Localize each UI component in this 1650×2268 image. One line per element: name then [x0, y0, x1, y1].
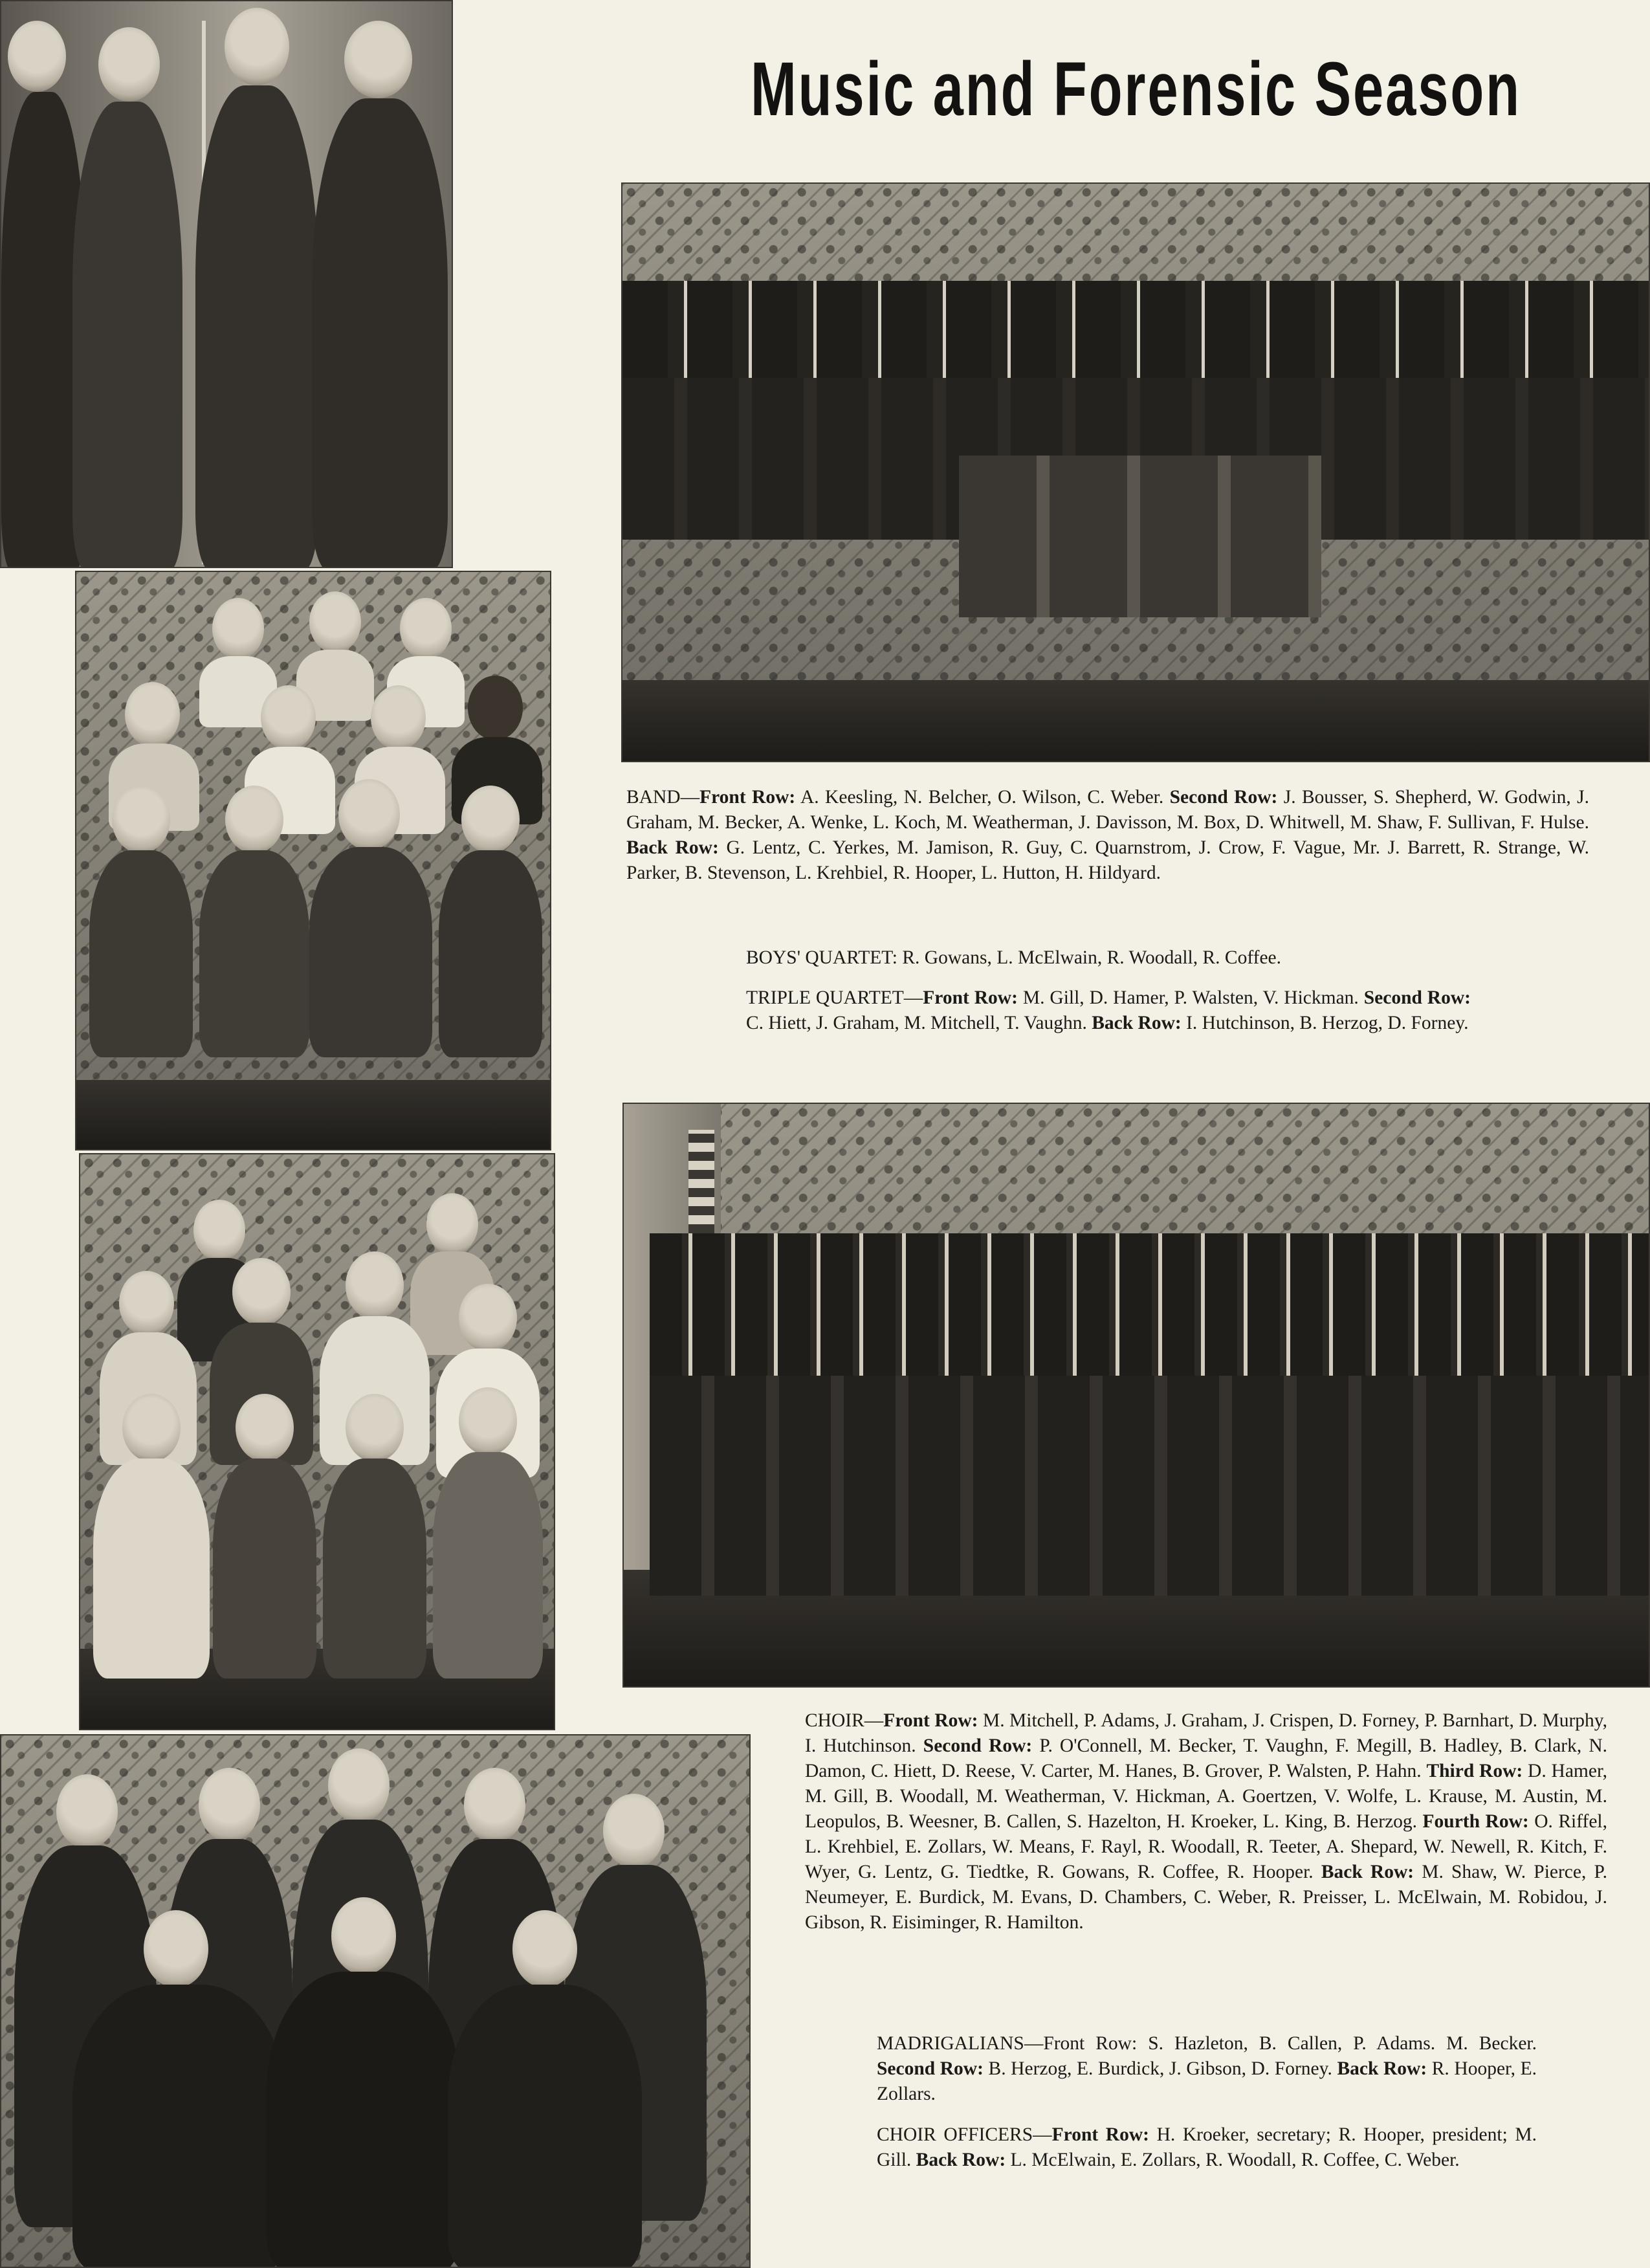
- choir-back-names: M. Shaw, W. Pierce, P. Neumeyer, E. Burdick, M. Evans, D. Chambers, C. Weber, R. Preisser, L. McElwain, M. Robidou, J. Gibson, R. Eisiminger, R. Hamilton.: [805, 1862, 1608, 1933]
- triple-quartet-back-names: I. Hutchinson, B. Herzog, D. Forney.: [1186, 1013, 1469, 1033]
- choir-caption: CHOIR—Front Row: M. Mitchell, P. Adams, J. Graham, J. Crispen, D. Forney, P. Barnhart, D. Murphy, I. Hutchinson. Second Row: P. O'Connell, M. Becker, T. Vaughn, F. Megill, B. Hadley, B. Clark, N. Damon, C. Hiett, D. Reese, V. Carter, M. Hanes, B. Grover, P. Walsten, P. Hahn. Third Row: D. Hamer, M. Gill, B. Woodall, M. Weatherman, V. Hickman, A. Goertzen, V. Wolfe, L. Krause, M. Austin, M. Leopulos, B. Weesner, B. Callen, S. Hazelton, H. Kroeker, L. King, B. Herzog. Fourth Row: O. Riffel, L. Krehbiel, E. Zollars, W. Means, F. Rayl, R. Woodall, R. Teeter, A. Shepard, W. Newell, R. Kitch, F. Wyer, G. Lentz, G. Tiedtke, R. Gowans, R. Coffee, R. Hooper. Back Row: M. Shaw, W. Pierce, P. Neumeyer, E. Burdick, M. Evans, D. Chambers, C. Weber, R. Preisser, L. McElwain, M. Robidou, J. Gibson, R. Eisiminger, R. Hamilton.: [805, 1710, 1608, 1933]
- choir-back-label: Back Row:: [1321, 1862, 1414, 1882]
- boys-quartet-names: R. Gowans, L. McElwain, R. Woodall, R. Coffee.: [902, 947, 1282, 968]
- choir-officers-back-names: L. McElwain, E. Zollars, R. Woodall, R. Coffee, C. Weber.: [1010, 2150, 1460, 2170]
- band-front-names: A. Keesling, N. Belcher, O. Wilson, C. Weber.: [800, 787, 1164, 808]
- madrigalians-caption: MADRIGALIANS—Front Row: S. Hazleton, B. Callen, P. Adams. M. Becker. Second Row: B. Herzog, E. Burdick, J. Gibson, D. Forney. Back Row: R. Hooper, E. Zollars.: [877, 2033, 1537, 2104]
- choir-fourth-names: O. Riffel, L. Krehbiel, E. Zollars, W. Means, F. Rayl, R. Woodall, R. Teeter, A. Shepard, W. Newell, R. Kitch, F. Wyer, G. Lentz, G. Tiedtke, R. Gowans, R. Coffee, R. Hooper.: [805, 1811, 1607, 1882]
- choir-officers-back-label: Back Row:: [916, 2150, 1006, 2170]
- band-photo: [621, 182, 1650, 762]
- band-caption: BAND—Front Row: A. Keesling, N. Belcher, O. Wilson, C. Weber. Second Row: J. Bousser, S. Shepherd, W. Godwin, J. Graham, M. Becker, A. Wenke, L. Koch, M. Weatherman, J. Davisson, M. Box, D. Whitwell, M. Shaw, F. Sullivan, F. Hulse. Back Row: G. Lentz, C. Yerkes, M. Jamison, R. Guy, C. Quarnstrom, J. Crow, F. Vague, Mr. J. Barrett, R. Strange, W. Parker, B. Stevenson, L. Krehbiel, R. Hooper, L. Hutton, H. Hildyard.: [626, 787, 1590, 883]
- band-second-label: Second Row:: [1169, 787, 1278, 808]
- choir-photo: [622, 1103, 1650, 1688]
- choir-third-names: D. Hamer, M. Gill, B. Woodall, M. Weatherman, V. Hickman, A. Goertzen, V. Wolfe, L. Krause, M. Austin, M. Leopulos, B. Weesner, B. Callen, S. Hazelton, H. Kroeker, L. King, B. Herzog.: [805, 1761, 1607, 1832]
- band-lead: BAND: [626, 787, 681, 808]
- choir-lead: CHOIR: [805, 1710, 864, 1731]
- choir-officers-front-label: Front Row:: [1051, 2124, 1149, 2145]
- madrigalians-lead: MADRIGALIANS: [877, 2033, 1024, 2054]
- choir-officers-lead: CHOIR OFFICERS: [877, 2124, 1033, 2145]
- choir-fourth-label: Fourth Row:: [1422, 1811, 1529, 1832]
- choir-front-names: M. Mitchell, P. Adams, J. Graham, J. Crispen, D. Forney, P. Barnhart, D. Murphy, I. Hutchinson.: [805, 1710, 1607, 1756]
- triple-quartet-lead: TRIPLE QUARTET: [746, 987, 904, 1008]
- page-title: Music and Forensic Season: [751, 47, 1521, 132]
- band-back-names: G. Lentz, C. Yerkes, M. Jamison, R. Guy, C. Quarnstrom, J. Crow, F. Vague, Mr. J. Barrett, R. Strange, W. Parker, B. Stevenson, L. Krehbiel, R. Hooper, L. Hutton, H. Hildyard.: [626, 837, 1589, 883]
- madrigalians-back-label: Back Row:: [1337, 2058, 1427, 2079]
- band-back-label: Back Row:: [626, 837, 719, 858]
- triple-quartet-front-label: Front Row:: [923, 987, 1018, 1008]
- choir-front-label: Front Row:: [883, 1710, 978, 1731]
- madrigalians-second-label: Second Row:: [877, 2058, 984, 2079]
- choir-officers-caption: CHOIR OFFICERS—Front Row: H. Kroeker, secretary; R. Hooper, president; M. Gill. Back Row: L. McElwain, E. Zollars, R. Woodall, R. Coffee, C. Weber.: [877, 2124, 1537, 2170]
- choir-second-names: P. O'Connell, M. Becker, T. Vaughn, F. Megill, B. Hadley, B. Clark, N. Damon, C. Hiett, D. Reese, V. Carter, M. Hanes, B. Grover, P. Walsten, P. Hahn.: [805, 1735, 1608, 1781]
- triple-quartet-back-label: Back Row:: [1092, 1013, 1182, 1033]
- choir-second-label: Second Row:: [923, 1735, 1033, 1756]
- band-front-label: Front Row:: [699, 787, 796, 808]
- choir-officers-front-names: H. Kroeker, secretary; R. Hooper, president; M. Gill.: [877, 2124, 1537, 2170]
- boys-quartet-photo: [0, 0, 453, 568]
- triple-quartet-second-names: C. Hiett, J. Graham, M. Mitchell, T. Vaughn.: [746, 1013, 1087, 1033]
- band-second-names: J. Bousser, S. Shepherd, W. Godwin, J. Graham, M. Becker, A. Wenke, L. Koch, M. Weatherman, J. Davisson, M. Box, D. Whitwell, M. Shaw, F. Sullivan, F. Hulse.: [626, 787, 1590, 833]
- triple-quartet-front-names: M. Gill, D. Hamer, P. Walsten, V. Hickman.: [1022, 987, 1359, 1008]
- girls-ensemble-photo: [75, 571, 551, 1151]
- choir-officers-photo: [0, 1734, 751, 2268]
- triple-quartet-photo: [79, 1153, 555, 1730]
- triple-quartet-second-label: Second Row:: [1363, 987, 1471, 1008]
- choir-third-label: Third Row:: [1426, 1761, 1523, 1781]
- madrigalians-back-names: R. Hooper, E. Zollars.: [877, 2058, 1537, 2104]
- madrigalians-front-names: S. Hazleton, B. Callen, P. Adams. M. Becker.: [1148, 2033, 1537, 2054]
- madrigalians-second-names: B. Herzog, E. Burdick, J. Gibson, D. Forney.: [988, 2058, 1332, 2079]
- triple-quartet-caption: TRIPLE QUARTET—Front Row: M. Gill, D. Hamer, P. Walsten, V. Hickman. Second Row: C. Hiett, J. Graham, M. Mitchell, T. Vaughn. Back Row: I. Hutchinson, B. Herzog, D. Forney.: [746, 987, 1471, 1033]
- boys-quartet-lead: BOYS' QUARTET:: [746, 947, 897, 968]
- madrigalians-front-label: Front Row:: [1043, 2033, 1138, 2054]
- boys-quartet-caption: [746, 945, 1490, 971]
